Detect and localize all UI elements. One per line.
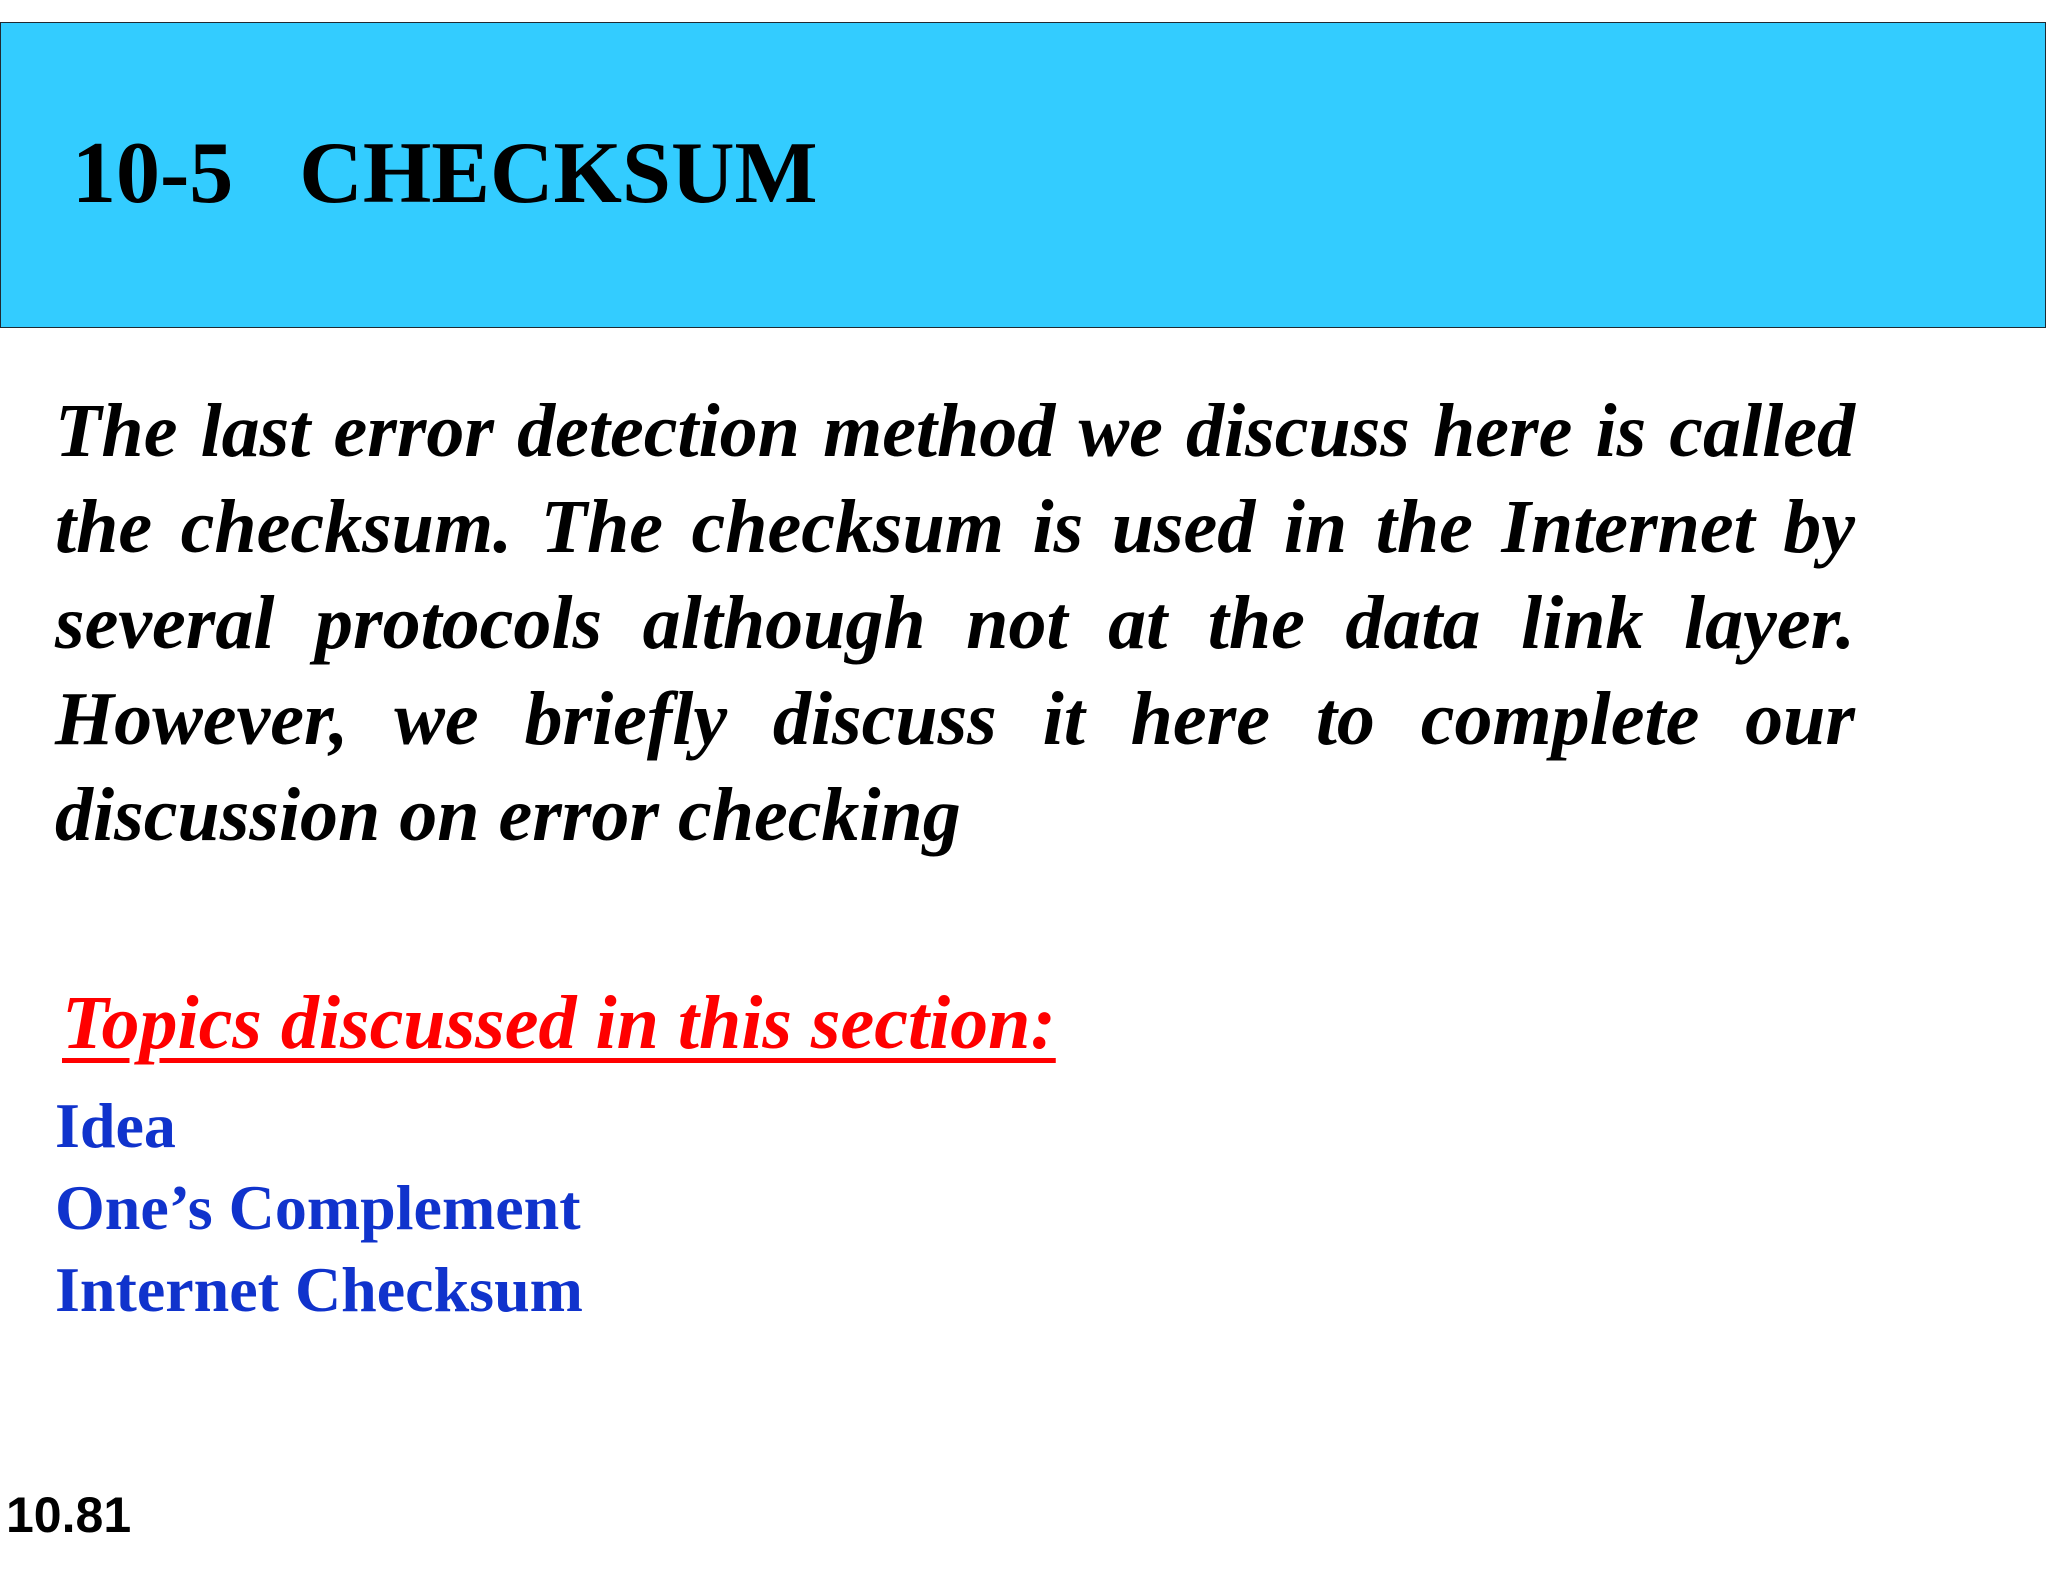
slide-title: 10-5 CHECKSUM	[72, 125, 818, 222]
topic-item-ones-complement: One’s Complement	[55, 1172, 581, 1243]
topic-item-idea: Idea	[55, 1090, 176, 1161]
topics-list	[55, 1085, 583, 1331]
topic-item-internet-checksum: Internet Checksum	[55, 1254, 583, 1325]
topics-heading: Topics discussed in this section:	[62, 981, 1056, 1065]
slide-number: 10.81	[6, 1487, 132, 1543]
intro-paragraph: The last error detection method we discuss here is called the checksum. The checksum is used in the Internet by several protocols although not at the data link layer. However, we briefly discuss it here to complete our discussion on error checking	[55, 389, 1855, 857]
